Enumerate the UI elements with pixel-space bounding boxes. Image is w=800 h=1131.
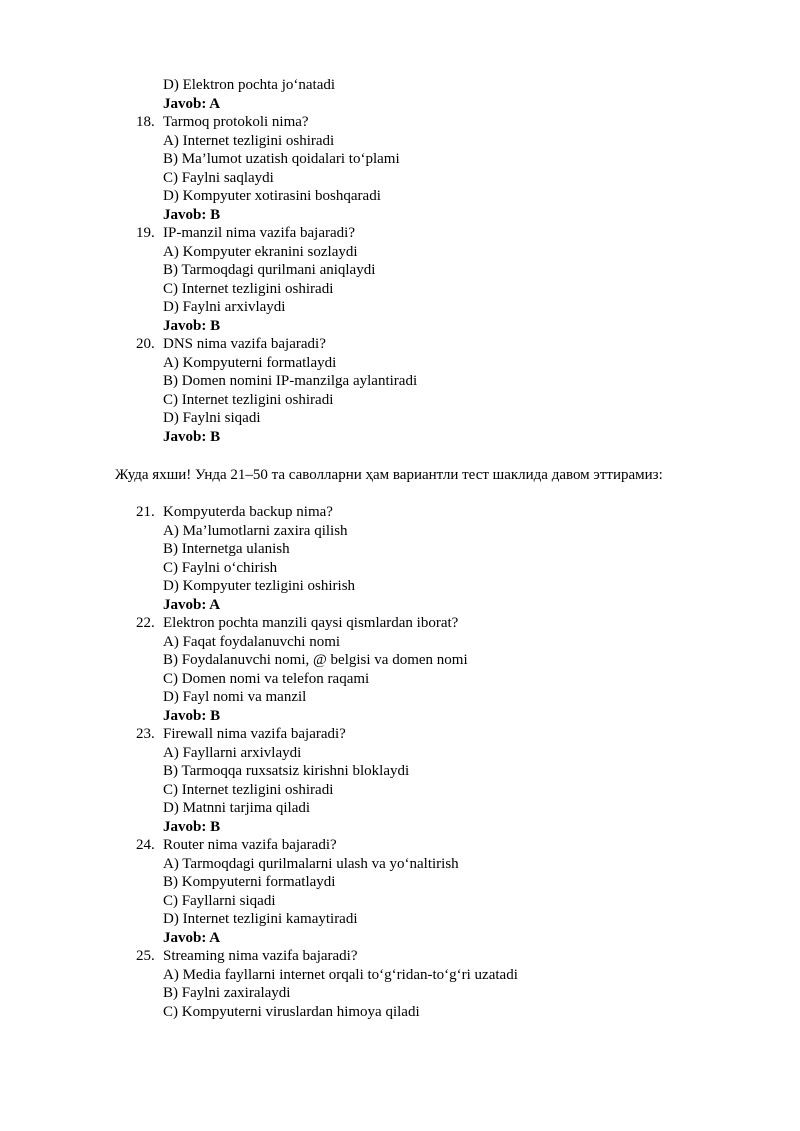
option-21-d: D) Kompyuter tezligini oshirish	[163, 578, 356, 594]
answer-20: Javob: B	[163, 428, 221, 445]
option-24-b: B) Kompyuterni formatlaydi	[163, 874, 336, 890]
option-20-d: D) Faylni siqadi	[163, 410, 261, 426]
option-17-d: D) Elektron pochta jo‘natadi	[163, 77, 336, 93]
option-25-a: A) Media fayllarni internet orqali to‘g‘ridan-to‘g‘ri uzatadi	[163, 966, 518, 983]
option-22-d: D) Fayl nomi va manzil	[163, 689, 307, 705]
option-22-a: A) Faqat foydalanuvchi nomi	[163, 633, 341, 650]
option-19-d: D) Faylni arxivlaydi	[163, 299, 286, 315]
question-19: IP-manzil nima vazifa bajaradi?	[163, 225, 355, 241]
option-23-b: B) Tarmoqqa ruxsatsiz kirishni bloklaydi	[163, 763, 410, 779]
option-18-b: B) Ma’lumot uzatish qoidalari to‘plami	[163, 151, 400, 167]
option-24-c: C) Fayllarni siqadi	[163, 892, 276, 909]
question-number-21: 21.	[136, 504, 155, 520]
option-19-a: A) Kompyuter ekranini sozlaydi	[163, 243, 358, 260]
option-22-b: B) Foydalanuvchi nomi, @ belgisi va domen nomi	[163, 652, 468, 668]
question-number-24: 24.	[136, 837, 155, 853]
option-19-b: B) Tarmoqdagi qurilmani aniqlaydi	[163, 262, 376, 278]
option-21-b: B) Internetga ulanish	[163, 541, 290, 557]
question-number-20: 20.	[136, 336, 155, 352]
intro-paragraph: Жуда яхши! Унда 21–50 та саволларни ҳам вариантли тест шаклида давом эттирамиз:	[115, 467, 663, 483]
option-18-d: D) Kompyuter xotirasini boshqaradi	[163, 188, 381, 204]
option-23-d: D) Matnni tarjima qiladi	[163, 800, 311, 816]
question-number-19: 19.	[136, 225, 155, 241]
option-18-a: A) Internet tezligini oshiradi	[163, 132, 335, 149]
option-19-c: C) Internet tezligini oshiradi	[163, 280, 334, 297]
question-22: Elektron pochta manzili qaysi qismlardan iborat?	[163, 615, 459, 631]
option-18-c: C) Faylni saqlaydi	[163, 169, 274, 186]
question-25: Streaming nima vazifa bajaradi?	[163, 948, 358, 964]
option-21-a: A) Ma’lumotlarni zaxira qilish	[163, 522, 348, 539]
question-number-18: 18.	[136, 114, 155, 130]
answer-21: Javob: A	[163, 596, 221, 613]
answer-18: Javob: B	[163, 206, 221, 223]
option-25-b: B) Faylni zaxiralaydi	[163, 985, 291, 1001]
question-number-25: 25.	[136, 948, 155, 964]
option-20-c: C) Internet tezligini oshiradi	[163, 391, 334, 408]
option-20-b: B) Domen nomini IP-manzilga aylantiradi	[163, 373, 418, 389]
option-22-c: C) Domen nomi va telefon raqami	[163, 670, 370, 687]
option-25-c: C) Kompyuterni viruslardan himoya qiladi	[163, 1003, 420, 1020]
question-23: Firewall nima vazifa bajaradi?	[163, 726, 346, 742]
answer-24: Javob: A	[163, 929, 221, 946]
question-number-23: 23.	[136, 726, 155, 742]
question-number-22: 22.	[136, 615, 155, 631]
option-23-a: A) Fayllarni arxivlaydi	[163, 744, 302, 761]
answer-17: Javob: A	[163, 95, 221, 112]
answer-23: Javob: B	[163, 818, 221, 835]
question-18: Tarmoq protokoli nima?	[163, 114, 309, 130]
question-24: Router nima vazifa bajaradi?	[163, 837, 337, 853]
question-20: DNS nima vazifa bajaradi?	[163, 336, 326, 352]
option-24-a: A) Tarmoqdagi qurilmalarni ulash va yo‘naltirish	[163, 855, 459, 872]
option-23-c: C) Internet tezligini oshiradi	[163, 781, 334, 798]
question-21: Kompyuterda backup nima?	[163, 504, 333, 520]
option-21-c: C) Faylni o‘chirish	[163, 559, 278, 576]
option-20-a: A) Kompyuterni formatlaydi	[163, 354, 337, 371]
answer-22: Javob: B	[163, 707, 221, 724]
answer-19: Javob: B	[163, 317, 221, 334]
option-24-d: D) Internet tezligini kamaytiradi	[163, 911, 358, 927]
